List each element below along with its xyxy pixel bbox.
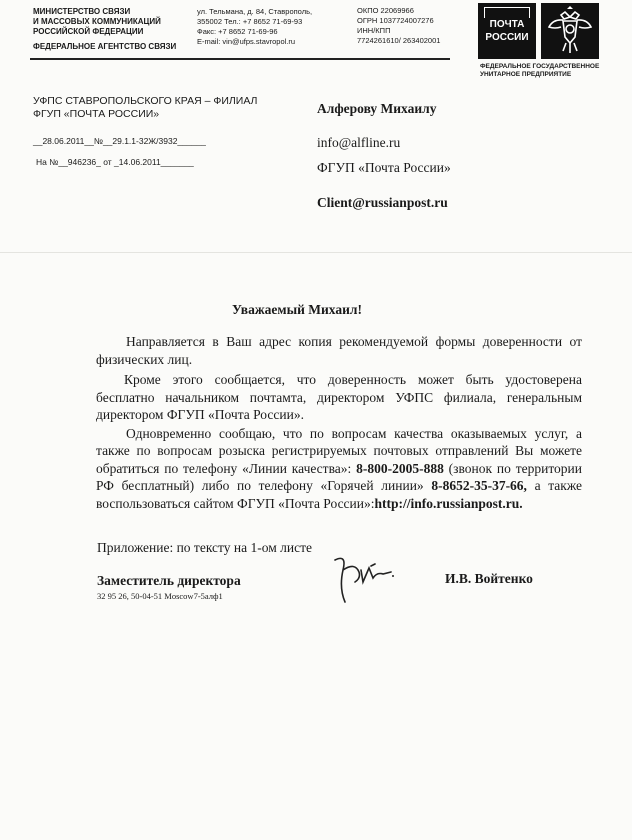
paragraph-2: Кроме этого сообщается, что доверенность может быть удостоверена бесплатно начальником почтамта, директором УФПС филиала, генеральным директором ФГУП «Почта России». [96, 372, 582, 422]
recipient-email-2: Client@russianpost.ru [317, 195, 448, 210]
recipient-email: info@alfline.ru [317, 135, 401, 150]
salutation: Уважаемый Михаил! [232, 302, 362, 317]
attachment-note: Приложение: по тексту на 1-ом листе [97, 540, 312, 555]
enterprise-type: ФЕДЕРАЛЬНОЕ ГОСУДАРСТВЕННОЕ УНИТАРНОЕ ПРЕДПРИЯТИЕ [480, 63, 600, 78]
paper-fold [0, 252, 632, 253]
agency-name: ФЕДЕРАЛЬНОЕ АГЕНТСТВО СВЯЗИ [33, 42, 177, 51]
hotline-phone: 8-8652-35-37-66, [431, 478, 527, 493]
sender-branch: УФПС СТАВРОПОЛЬСКОГО КРАЯ – ФИЛИАЛ ФГУП «ПОЧТА РОССИИ» [33, 95, 258, 120]
ministry-name: МИНИСТЕРСТВО СВЯЗИ И МАССОВЫХ КОММУНИКАЦИЙ РОССИЙСКОЙ ФЕДЕРАЦИИ [33, 7, 161, 36]
double-headed-eagle-icon [541, 3, 599, 59]
recipient-name: Алферову Михаилу [317, 101, 437, 116]
russian-post-logo: ПОЧТА РОССИИ [478, 3, 536, 59]
signer-name: И.В. Войтенко [445, 571, 533, 586]
org-codes: ОКПО 22069966 ОГРН 1037724007276 ИНН/КПП 7724261610/ 263402001 [357, 6, 441, 45]
sender-address: ул. Тельмана, д. 84, Ставрополь, 355002 Тел.: +7 8652 71-69-93 Факс: +7 8652 71-69-96 E-mail: vin@ufps.stavropol.ru [197, 7, 313, 46]
signer-title: Заместитель директора [97, 573, 241, 588]
paragraph-3: Одновременно сообщаю, что по вопросам качества оказываемых услуг, а также по вопросам розыска регистрируемых почтовых отправлений Вы можете обратиться по телефону «Линии качества»: 8-800-2005-888 (звонок по территории РФ бесплатный) либо по телефону «Горячей линии» 8-8652-35-37-66, а также воспользоваться сайтом ФГУП «Почта России»:http://info.russianpost.ru. [96, 425, 582, 511]
incoming-reference: На №__946236_ от _14.06.2011_______ [36, 157, 194, 167]
recipient-org: ФГУП «Почта России» [317, 160, 451, 175]
handwritten-signature [325, 548, 405, 608]
executor-phones: 32 95 26, 50-04-51 Moscow7-5алф1 [97, 591, 223, 601]
letter-body [96, 333, 582, 512]
quality-line-phone: 8-800-2005-888 [356, 460, 444, 476]
logo-envelope-icon [484, 7, 530, 18]
paragraph-1: Направляется в Ваш адрес копия рекомендуемой формы доверенности от физических лиц. [96, 334, 582, 367]
outgoing-reference: __28.06.2011__№__29.1.1-32Ж/3932______ [33, 136, 206, 146]
website-link: http://info.russianpost.ru. [374, 495, 523, 511]
header-rule [30, 58, 450, 60]
